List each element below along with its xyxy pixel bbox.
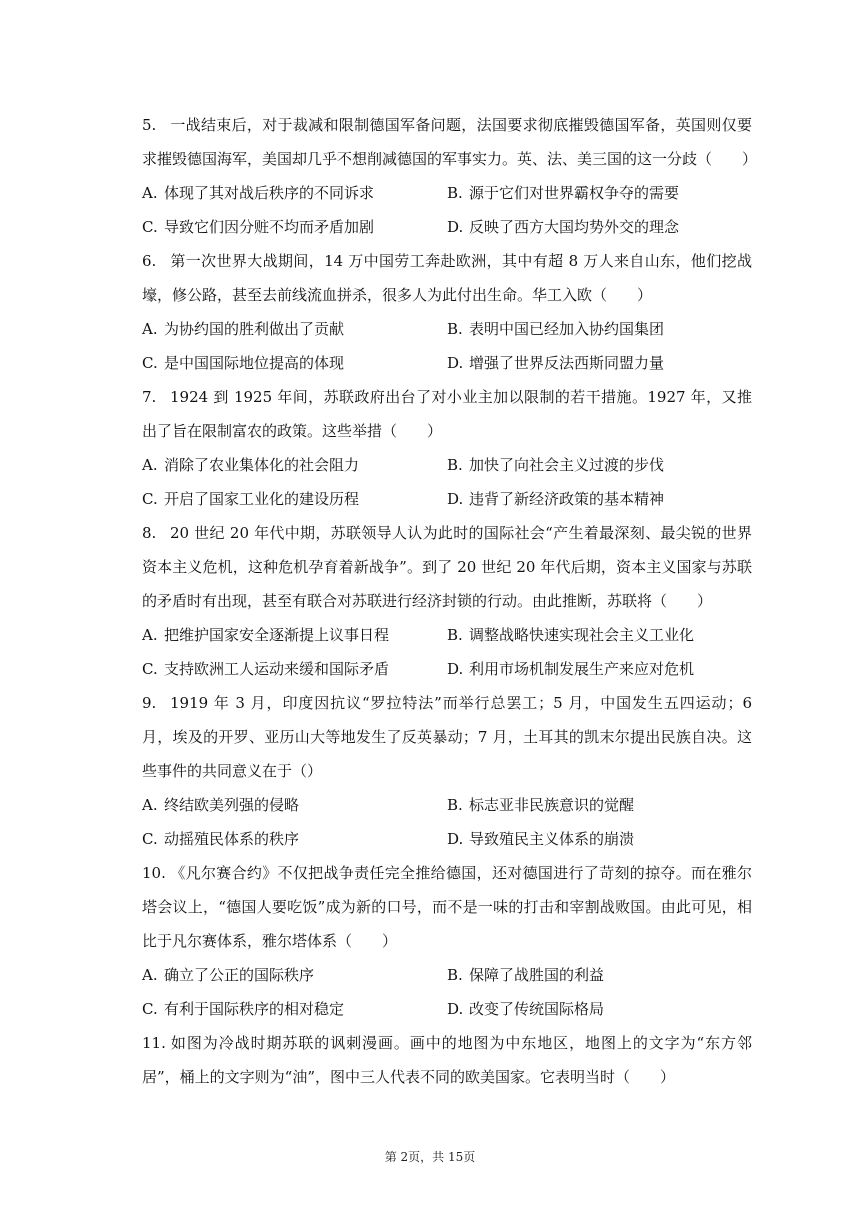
option-a: A. 确立了公正的国际秩序 [142,966,315,984]
page-footer: 第 2页，共 15页 [384,1150,476,1164]
options [142,448,752,516]
question-list [142,108,758,1094]
question-stem: 20 世纪 20 年代中期，苏联领导人认为此时的国际社会“产生着最深刻、最尖锐的世界资本主义危机，这种危机孕育着新战争”。到了 20 世纪 20 年代后期，资本主义国家与苏联的矛盾时有出现，甚至有联合对苏联进行经济封锁的行动。由此推断，苏联将（ ） [142,524,752,610]
options [142,176,752,244]
question-stem: 1919 年 3 月，印度因抗议“罗拉特法”而举行总罢工；5 月，中国发生五四运动；6 月，埃及的开罗、亚历山大等地发生了反英暴动；7 月，土耳其的凯末尔提出民族自决。这些事件的共同意义在于（） [142,694,752,780]
question-11 [142,1026,752,1094]
option-b: B. 表明中国已经加入协约国集团 [447,320,665,338]
option-b: B. 源于它们对世界霸权争夺的需要 [447,184,680,202]
option-c: C. 导致它们因分赃不均而矛盾加剧 [142,218,375,236]
options [142,788,752,856]
question-stem: 第一次世界大战期间，14 万中国劳工奔赴欧洲，其中有超 8 万人来自山东，他们挖战壕，修公路，甚至去前线流血拼杀，很多人为此付出生命。华工入欧（ ） [142,252,752,304]
question-10 [142,856,752,1026]
question-7 [142,380,752,516]
question-number: 9. [142,694,157,712]
question-number: 10. [142,864,166,882]
option-d: D. 反映了西方大国均势外交的理念 [447,218,680,236]
option-a: A. 为协约国的胜利做出了贡献 [142,320,345,338]
question-stem: 如图为冷战时期苏联的讽刺漫画。画中的地图为中东地区，地图上的文字为“东方邻居”，桶上的文字则为“油”，图中三人代表不同的欧美国家。它表明当时（ ） [142,1034,752,1086]
question-number: 7. [142,388,157,406]
question-6 [142,244,752,380]
question-8 [142,516,752,686]
option-c: C. 开启了国家工业化的建设历程 [142,490,360,508]
option-c: C. 是中国国际地位提高的体现 [142,354,345,372]
option-d: D. 改变了传统国际格局 [447,1000,605,1018]
question-stem: 《凡尔赛合约》不仅把战争责任完全推给德国，还对德国进行了苛刻的掠夺。而在雅尔塔会议上，“德国人要吃饭”成为新的口号，而不是一味的打击和宰割战败国。由此可见，相比于凡尔赛体系，雅尔塔体系（ ） [142,864,752,950]
question-5 [142,108,758,244]
question-number: 11. [142,1034,166,1052]
question-number: 5. [142,116,157,134]
option-c: C. 动摇殖民体系的秩序 [142,830,300,848]
question-stem: 一战结束后，对于裁减和限制德国军备问题，法国要求彻底摧毁德国军备，英国则仅要求摧毁德国海军，美国却几乎不想削减德国的军事实力。英、法、美三国的这一分歧（ ） [142,116,758,168]
option-d: D. 利用市场机制发展生产来应对危机 [447,660,695,678]
options [142,618,752,686]
option-d: D. 违背了新经济政策的基本精神 [447,490,665,508]
question-stem: 1924 到 1925 年间，苏联政府出台了对小业主加以限制的若干措施。1927 年，又推出了旨在限制富农的政策。这些举措（ ） [142,388,752,440]
option-a: A. 把维护国家安全逐渐提上议事日程 [142,626,390,644]
question-number: 8. [142,524,157,542]
option-c: C. 有利于国际秩序的相对稳定 [142,1000,345,1018]
option-b: B. 保障了战胜国的利益 [447,966,605,984]
options [142,958,752,1026]
option-c: C. 支持欧洲工人运动来缓和国际矛盾 [142,660,390,678]
option-b: B. 加快了向社会主义过渡的步伐 [447,456,665,474]
option-d: D. 增强了世界反法西斯同盟力量 [447,354,665,372]
option-b: B. 标志亚非民族意识的觉醒 [447,796,635,814]
question-number: 6. [142,252,157,270]
option-a: A. 终结欧美列强的侵略 [142,796,300,814]
question-9 [142,686,752,856]
option-a: A. 体现了其对战后秩序的不同诉求 [142,184,375,202]
options [142,312,752,380]
option-b: B. 调整战略快速实现社会主义工业化 [447,626,695,644]
option-a: A. 消除了农业集体化的社会阻力 [142,456,360,474]
option-d: D. 导致殖民主义体系的崩溃 [447,830,635,848]
